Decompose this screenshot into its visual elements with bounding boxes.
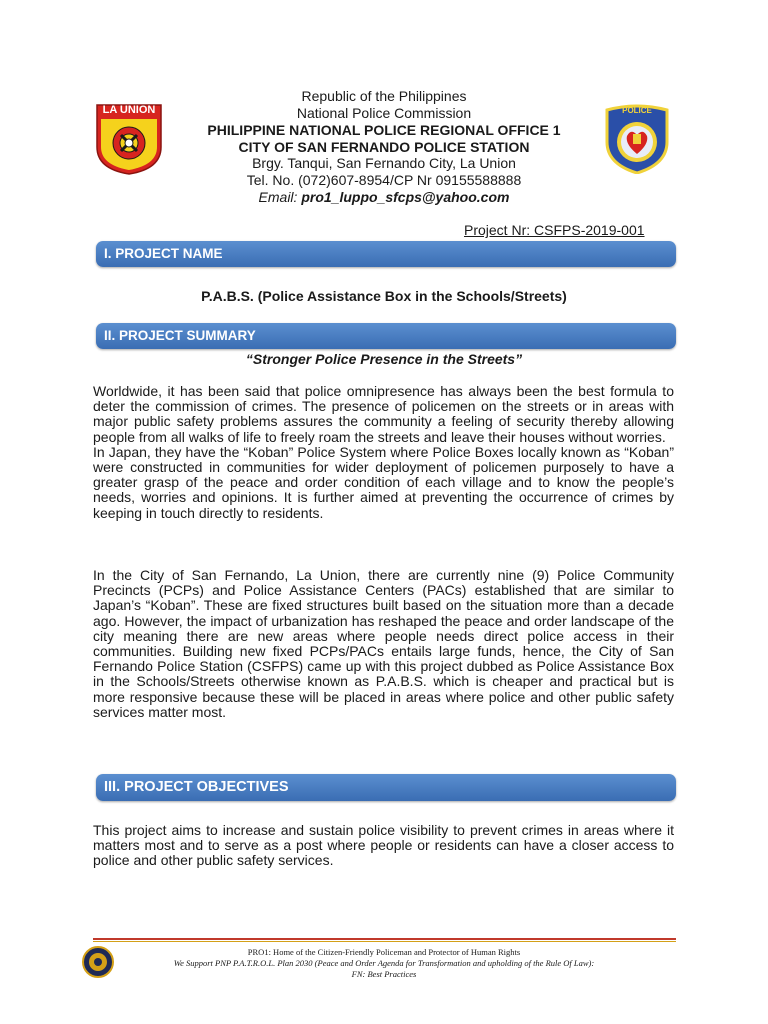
section-objectives-heading: III. PROJECT OBJECTIVES	[104, 779, 289, 795]
email-label: Email:	[258, 189, 298, 205]
header-station: CITY OF SAN FERNANDO POLICE STATION	[238, 139, 530, 155]
summary-paragraph-3: In the City of San Fernando, La Union, there are currently nine (9) Police Community Precincts (PCPs) and Police Assistance Centers (PACs) established that are similar to Japan’s “Koban”. These are fixed structures built based on the situation more than a decade ago. However, the impact of urbanization has reshaped the peace and order landscape of the city meaning there are new areas where people needs direct police access in their communities. Building new fixed PCPs/PACs entails large funds, hence, the City of San Fernando Police Station (CSFPS) came up with this project dubbed as Police Assistance Box in the Schools/Streets otherwise known as P.A.B.S. which is cheaper and practical but is more responsive because these will be placed in areas where police and other public safety services matter most.	[93, 567, 674, 720]
project-number: Project Nr: CSFPS-2019-001	[464, 222, 645, 238]
footer-line-3: FN: Best Practices	[351, 969, 417, 979]
email-value[interactable]: pro1_luppo_sfcps@yahoo.com	[301, 189, 510, 205]
section-project-name-heading: I. PROJECT NAME	[104, 246, 223, 261]
header-tel: Tel. No. (072)607-8954/CP Nr 09155588888	[246, 172, 522, 188]
footer-line-2: We Support PNP P.A.T.R.O.L. Plan 2030 (Peace and Order Agenda for Transformation and upholding of the Rule Of Law):	[173, 958, 595, 968]
summary-paragraph-1: Worldwide, it has been said that police omnipresence has always been the best formula to deter the commission of crimes. The presence of policemen on the streets or in areas with major public safety problems assures the community a feeling of security thereby allowing people from all walks of life to freely roam the streets and leave their houses without worries.	[93, 383, 674, 445]
section-summary-bar	[96, 323, 676, 349]
footer-line-1: PRO1: Home of the Citizen-Friendly Policeman and Protector of Human Rights	[247, 947, 521, 957]
summary-quote: “Stronger Police Presence in the Streets”	[245, 351, 523, 367]
header-pnp-regional: PHILIPPINE NATIONAL POLICE REGIONAL OFFICE 1	[207, 122, 561, 138]
police-logo-text: POLICE	[622, 106, 652, 115]
project-name-value: P.A.B.S. (Police Assistance Box in the Schools/Streets)	[201, 288, 567, 304]
summary-body	[93, 384, 674, 521]
header-napolcom: National Police Commission	[296, 105, 472, 121]
objectives-paragraph: This project aims to increase and sustain police visibility to prevent crimes in areas where it matters most and to serve as a post where people or residents can have a closer access to police and other public safety services.	[93, 822, 674, 869]
header-email	[0, 189, 768, 205]
footer-rule-top	[93, 938, 676, 940]
section-project-name-bar	[96, 241, 676, 267]
la-union-logo-text: LA UNION	[102, 104, 156, 116]
section-objectives-bar	[96, 774, 676, 801]
header-republic: Republic of the Philippines	[301, 88, 467, 104]
header-address: Brgy. Tanqui, San Fernando City, La Union	[252, 155, 516, 171]
summary-paragraph-2: In Japan, they have the “Koban” Police System where Police Boxes locally known as “Koban” were constructed in communities for wider deployment of policemen purposely to have a greater grasp of the peace and order condition of each village and to know the people’s needs, worries and opinions. It is further aimed at preventing the occurrence of crimes by keeping in touch directly to residents.	[93, 443, 674, 521]
footer-rule-bottom	[93, 941, 676, 942]
section-summary-heading: II. PROJECT SUMMARY	[104, 328, 256, 343]
